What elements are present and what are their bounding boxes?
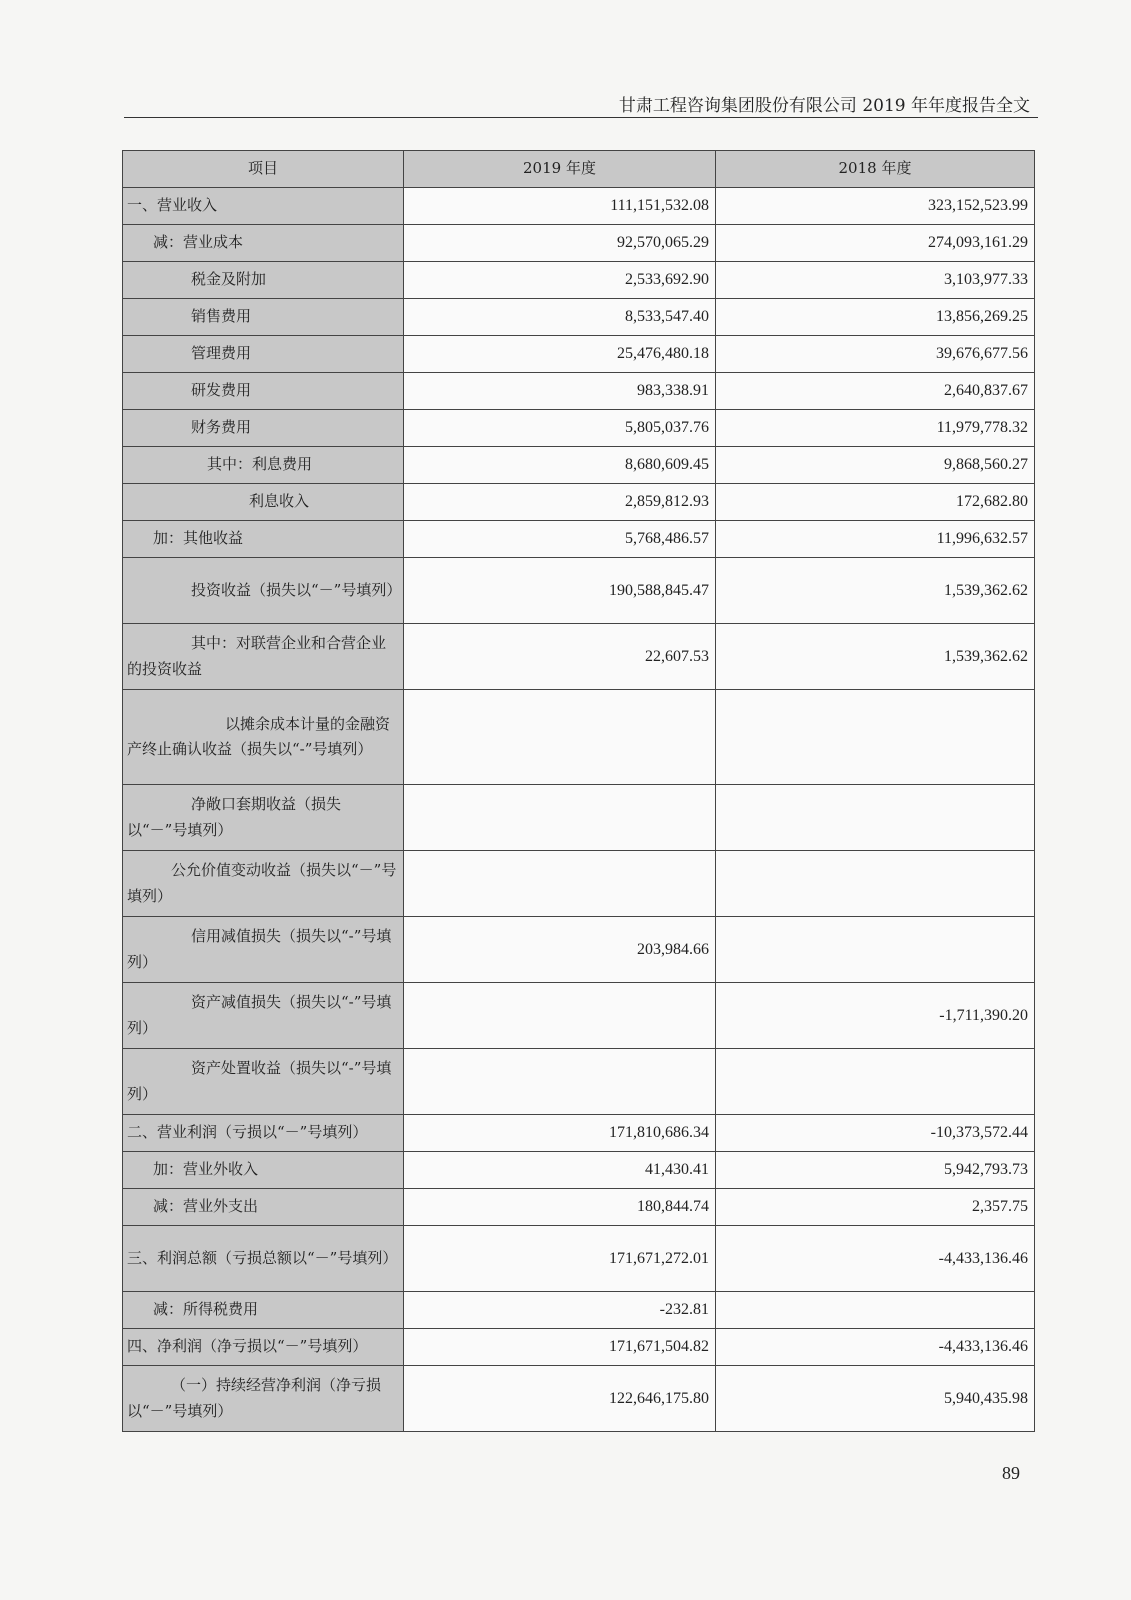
- value-2019: 5,768,486.57: [404, 521, 716, 558]
- row-label: 财务费用: [123, 410, 404, 447]
- value-2018: -4,433,136.46: [716, 1226, 1035, 1292]
- row-label: 以摊余成本计量的金融资产终止确认收益（损失以“-”号填列）: [123, 690, 404, 785]
- value-2018: [716, 1049, 1035, 1115]
- table-row: [123, 410, 1035, 447]
- value-2019: 203,984.66: [404, 917, 716, 983]
- row-label: 资产处置收益（损失以“-”号填列）: [123, 1049, 404, 1115]
- value-2019: 41,430.41: [404, 1152, 716, 1189]
- value-2019: [404, 1049, 716, 1115]
- row-label: 研发费用: [123, 373, 404, 410]
- value-2018: 11,979,778.32: [716, 410, 1035, 447]
- row-label: 销售费用: [123, 299, 404, 336]
- table-row: [123, 558, 1035, 624]
- row-label: （一）持续经营净利润（净亏损以“－”号填列）: [123, 1366, 404, 1432]
- value-2018: 39,676,677.56: [716, 336, 1035, 373]
- value-2018: 9,868,560.27: [716, 447, 1035, 484]
- table-row: [123, 917, 1035, 983]
- value-2019: 5,805,037.76: [404, 410, 716, 447]
- value-2019: 2,533,692.90: [404, 262, 716, 299]
- value-2019: 983,338.91: [404, 373, 716, 410]
- value-2018: -4,433,136.46: [716, 1329, 1035, 1366]
- row-label: 公允价值变动收益（损失以“－”号填列）: [123, 851, 404, 917]
- value-2018: 3,103,977.33: [716, 262, 1035, 299]
- value-2018: 5,940,435.98: [716, 1366, 1035, 1432]
- table-row: [123, 299, 1035, 336]
- row-label: 利息收入: [123, 484, 404, 521]
- value-2019: 180,844.74: [404, 1189, 716, 1226]
- table-row: [123, 1049, 1035, 1115]
- value-2018: -10,373,572.44: [716, 1115, 1035, 1152]
- row-label: 二、营业利润（亏损以“－”号填列）: [123, 1115, 404, 1152]
- value-2018: [716, 917, 1035, 983]
- row-label: 信用减值损失（损失以“-”号填列）: [123, 917, 404, 983]
- value-2019: 8,533,547.40: [404, 299, 716, 336]
- table-row: [123, 624, 1035, 690]
- value-2019: 92,570,065.29: [404, 225, 716, 262]
- row-label: 四、净利润（净亏损以“－”号填列）: [123, 1329, 404, 1366]
- row-label: 一、营业收入: [123, 188, 404, 225]
- table-row: [123, 262, 1035, 299]
- row-label: 投资收益（损失以“－”号填列）: [123, 558, 404, 624]
- row-label: 税金及附加: [123, 262, 404, 299]
- row-label: 减：营业外支出: [123, 1189, 404, 1226]
- table-row: [123, 336, 1035, 373]
- value-2018: [716, 851, 1035, 917]
- value-2019: 171,810,686.34: [404, 1115, 716, 1152]
- value-2018: 172,682.80: [716, 484, 1035, 521]
- table-row: [123, 373, 1035, 410]
- value-2019: 171,671,272.01: [404, 1226, 716, 1292]
- value-2019: 171,671,504.82: [404, 1329, 716, 1366]
- row-label: 减：营业成本: [123, 225, 404, 262]
- value-2019: 122,646,175.80: [404, 1366, 716, 1432]
- table-row: [123, 983, 1035, 1049]
- table-row: [123, 447, 1035, 484]
- table-row: [123, 225, 1035, 262]
- value-2018: [716, 690, 1035, 785]
- value-2019: 22,607.53: [404, 624, 716, 690]
- row-label: 其中：利息费用: [123, 447, 404, 484]
- row-label: 其中：对联营企业和合营企业的投资收益: [123, 624, 404, 690]
- table-row: [123, 1189, 1035, 1226]
- column-header-2018: 2018 年度: [716, 151, 1035, 188]
- table-row: [123, 1226, 1035, 1292]
- table-row: [123, 690, 1035, 785]
- table-row: [123, 1115, 1035, 1152]
- value-2018: 5,942,793.73: [716, 1152, 1035, 1189]
- document-header-title: 甘肃工程咨询集团股份有限公司 2019 年年度报告全文: [618, 96, 1030, 116]
- income-statement-table: [122, 150, 1035, 1432]
- value-2019: 111,151,532.08: [404, 188, 716, 225]
- table-row: [123, 1292, 1035, 1329]
- value-2018: 1,539,362.62: [716, 624, 1035, 690]
- value-2018: 323,152,523.99: [716, 188, 1035, 225]
- value-2018: 2,640,837.67: [716, 373, 1035, 410]
- table-row: [123, 1152, 1035, 1189]
- column-header-2019: 2019 年度: [404, 151, 716, 188]
- header-rule: [124, 117, 1038, 118]
- value-2018: 2,357.75: [716, 1189, 1035, 1226]
- row-label: 三、利润总额（亏损总额以“－”号填列）: [123, 1226, 404, 1292]
- page-number: 89: [1002, 1463, 1020, 1483]
- value-2018: 13,856,269.25: [716, 299, 1035, 336]
- value-2018: 11,996,632.57: [716, 521, 1035, 558]
- row-label: 减：所得税费用: [123, 1292, 404, 1329]
- table-row: [123, 1329, 1035, 1366]
- row-label: 净敞口套期收益（损失以“－”号填列）: [123, 785, 404, 851]
- value-2019: -232.81: [404, 1292, 716, 1329]
- table-header-row: [123, 151, 1035, 188]
- column-header-item: 项目: [123, 151, 404, 188]
- value-2018: 1,539,362.62: [716, 558, 1035, 624]
- table-row: [123, 851, 1035, 917]
- value-2019: 8,680,609.45: [404, 447, 716, 484]
- table-row: [123, 521, 1035, 558]
- value-2019: [404, 690, 716, 785]
- row-label: 资产减值损失（损失以“-”号填列）: [123, 983, 404, 1049]
- value-2019: [404, 851, 716, 917]
- value-2019: [404, 983, 716, 1049]
- table-row: [123, 1366, 1035, 1432]
- value-2018: -1,711,390.20: [716, 983, 1035, 1049]
- table-row: [123, 484, 1035, 521]
- value-2019: 25,476,480.18: [404, 336, 716, 373]
- row-label: 加：其他收益: [123, 521, 404, 558]
- row-label: 管理费用: [123, 336, 404, 373]
- value-2019: [404, 785, 716, 851]
- row-label: 加：营业外收入: [123, 1152, 404, 1189]
- value-2019: 190,588,845.47: [404, 558, 716, 624]
- value-2018: [716, 1292, 1035, 1329]
- table-row: [123, 785, 1035, 851]
- value-2019: 2,859,812.93: [404, 484, 716, 521]
- table-row: [123, 188, 1035, 225]
- value-2018: 274,093,161.29: [716, 225, 1035, 262]
- value-2018: [716, 785, 1035, 851]
